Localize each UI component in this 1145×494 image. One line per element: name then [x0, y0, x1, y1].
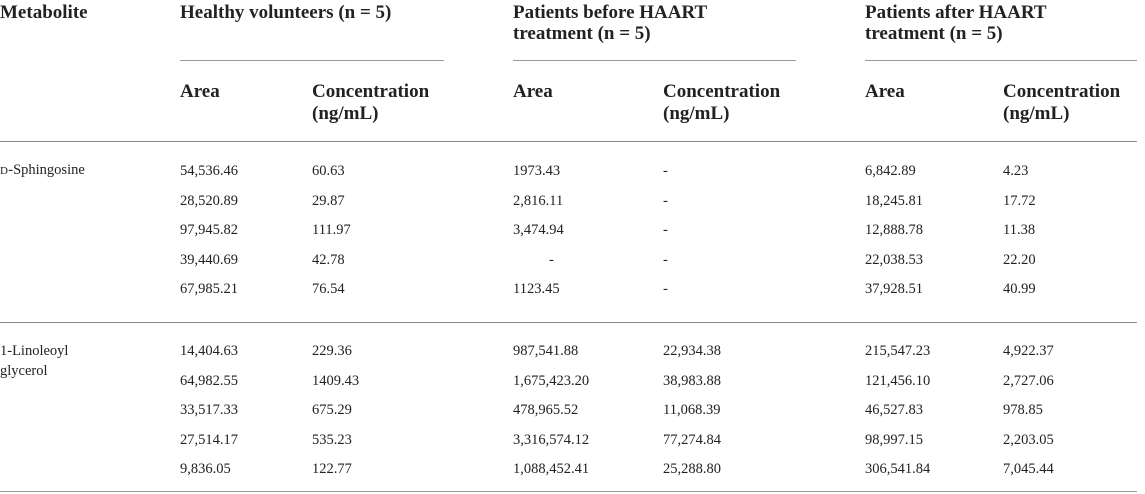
subheader-area-healthy: Area: [180, 81, 220, 102]
cell-conc-after: 11.38: [1003, 222, 1036, 239]
cell-conc-healthy: 535.23: [312, 431, 352, 448]
cell-area-healthy: 67,985.21: [180, 281, 238, 298]
subheader-conc-after-line2: (ng/mL): [1003, 103, 1070, 124]
cell-conc-after: 22.20: [1003, 251, 1036, 268]
cell-area-before: 3,316,574.12: [513, 431, 590, 448]
cell-conc-before: -: [663, 251, 668, 268]
cell-conc-healthy: 42.78: [312, 251, 345, 268]
cell-conc-after: 4,922.37: [1003, 343, 1054, 359]
cell-area-after: 18,245.81: [865, 192, 923, 209]
cell-area-after: 98,997.15: [865, 431, 923, 448]
cell-conc-before: -: [663, 163, 668, 179]
cell-area-healthy: 39,440.69: [180, 251, 238, 268]
cell-conc-healthy: 1409.43: [312, 372, 360, 389]
metabolite-name-linoleoyl-line2: glycerol: [0, 363, 48, 379]
cell-conc-after: 2,727.06: [1003, 372, 1054, 389]
cell-area-before: 1973.43: [513, 163, 561, 179]
cell-conc-after: 40.99: [1003, 281, 1036, 298]
cell-area-before: 1,088,452.41: [513, 461, 590, 478]
cell-area-healthy: 97,945.82: [180, 222, 238, 239]
metabolite-name-sphingosine: [0, 161, 85, 180]
subheader-area-before: Area: [513, 81, 553, 102]
subheader-conc-before-line2: (ng/mL): [663, 103, 730, 124]
cell-conc-after: 4.23: [1003, 163, 1029, 179]
cell-conc-after: 2,203.05: [1003, 431, 1054, 448]
header-group-after-line1: Patients after HAART: [865, 2, 1047, 23]
cell-conc-healthy: 60.63: [312, 163, 345, 179]
subheader-area-after: Area: [865, 81, 905, 102]
cell-conc-before: 22,934.38: [663, 343, 721, 359]
section-rule: [0, 322, 1137, 323]
cell-area-after: 306,541.84: [865, 461, 931, 478]
subheader-conc-after-line1: Concentration: [1003, 81, 1121, 102]
cell-area-healthy: 28,520.89: [180, 192, 238, 209]
cell-area-healthy: 27,514.17: [180, 431, 238, 448]
group-rule-before: [513, 60, 796, 61]
cell-conc-healthy: 229.36: [312, 343, 352, 359]
cell-conc-after: 7,045.44: [1003, 461, 1054, 478]
cell-conc-before: -: [663, 192, 668, 209]
subheader-conc-before-line1: Concentration: [663, 81, 781, 102]
group-rule-healthy: [180, 60, 444, 61]
header-group-after-line2: treatment (n = 5): [865, 23, 1003, 44]
cell-conc-healthy: 111.97: [312, 222, 351, 239]
cell-area-healthy: 9,836.05: [180, 461, 231, 478]
cell-conc-healthy: 675.29: [312, 402, 352, 419]
subheader-conc-healthy-line2: (ng/mL): [312, 103, 379, 124]
cell-conc-before: -: [663, 281, 668, 298]
cell-conc-before: 77,274.84: [663, 431, 721, 448]
cell-area-healthy: 14,404.63: [180, 343, 238, 359]
cell-area-healthy: 54,536.46: [180, 163, 238, 179]
cell-area-before: 3,474.94: [513, 222, 564, 239]
cell-conc-healthy: 76.54: [312, 281, 345, 298]
cell-conc-healthy: 122.77: [312, 461, 352, 478]
bottom-rule: [0, 491, 1137, 492]
cell-conc-healthy: 29.87: [312, 192, 345, 209]
cell-area-after: 37,928.51: [865, 281, 923, 298]
header-group-before-line2: treatment (n = 5): [513, 23, 651, 44]
cell-area-after: 215,547.23: [865, 343, 931, 359]
header-group-before-line1: Patients before HAART: [513, 2, 708, 23]
subheader-conc-healthy-line1: Concentration: [312, 81, 430, 102]
cell-area-before: 1123.45: [513, 281, 560, 298]
cell-area-after: 22,038.53: [865, 251, 923, 268]
cell-area-healthy: 64,982.55: [180, 372, 238, 389]
cell-area-after: 6,842.89: [865, 163, 916, 179]
cell-area-after: 46,527.83: [865, 402, 923, 419]
cell-area-after: 121,456.10: [865, 372, 931, 389]
cell-area-before: 478,965.52: [513, 402, 579, 419]
metabolite-name-rest: -Sphingosine: [8, 162, 85, 178]
cell-area-after: 12,888.78: [865, 222, 923, 239]
cell-conc-before: 25,288.80: [663, 461, 721, 478]
cell-conc-after: 978.85: [1003, 402, 1043, 419]
header-group-healthy: Healthy volunteers (n = 5): [180, 2, 392, 23]
cell-conc-before: 11,068.39: [663, 402, 721, 419]
cell-area-before: -: [549, 251, 554, 268]
group-rule-after: [865, 60, 1137, 61]
metabolite-name-linoleoyl-line1: 1-Linoleoyl: [0, 343, 69, 359]
small-cap-prefix: D: [0, 165, 9, 177]
cell-conc-before: 38,983.88: [663, 372, 721, 389]
cell-area-before: 2,816.11: [513, 192, 564, 209]
cell-area-healthy: 33,517.33: [180, 402, 238, 419]
cell-conc-before: -: [663, 222, 668, 239]
header-metabolite: Metabolite: [0, 2, 88, 23]
cell-area-before: 1,675,423.20: [513, 372, 590, 389]
cell-conc-after: 17.72: [1003, 192, 1036, 209]
header-rule: [0, 141, 1137, 142]
cell-area-before: 987,541.88: [513, 343, 579, 359]
